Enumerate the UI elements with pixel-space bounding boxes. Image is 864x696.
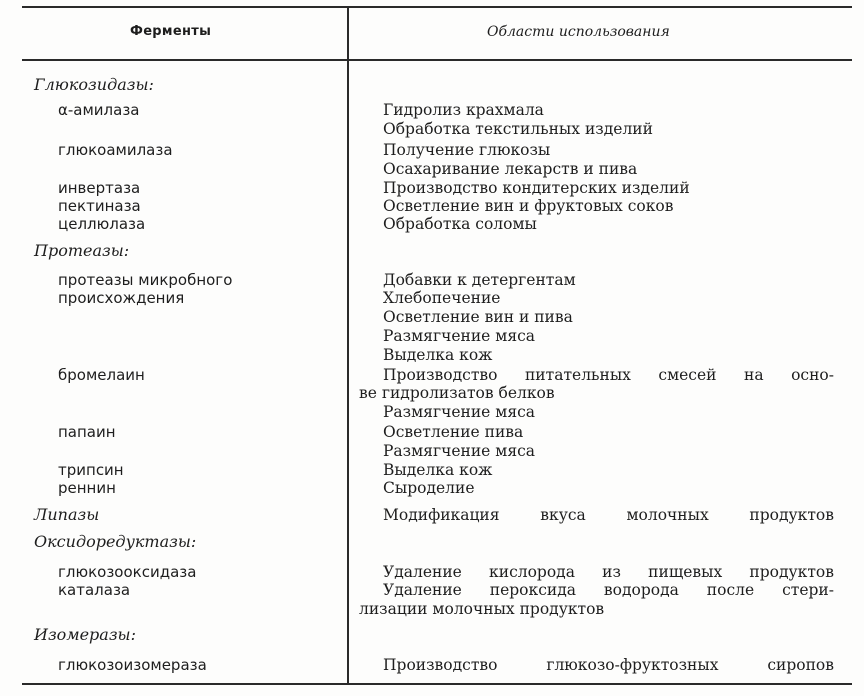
use-text: Хлебопечение xyxy=(383,289,501,307)
use-text: Выделка кож xyxy=(383,461,493,479)
use-text-continued: ве гидролизатов белков xyxy=(359,384,555,402)
category-glucosidases: Глюкозидазы: xyxy=(34,75,154,94)
enzyme-glucose-oxidase: глюкозооксидаза xyxy=(58,563,197,581)
enzyme-rennin: реннин xyxy=(58,479,116,497)
enzyme-trypsin: трипсин xyxy=(58,461,124,479)
use-text: Размягчение мяса xyxy=(383,327,536,345)
category-oxidoreductases: Оксидоредуктазы: xyxy=(34,532,197,551)
use-text: Размягчение мяса xyxy=(383,403,536,421)
enzyme-alpha-amylase: α-амилаза xyxy=(58,101,140,119)
column-divider xyxy=(347,8,349,685)
enzyme-microbial-proteases: протеазы микробного xyxy=(58,271,233,289)
use-text: Осветление пива xyxy=(383,423,524,441)
enzyme-invertase: инвертаза xyxy=(58,179,141,197)
use-text: Осветление вин и фруктовых соков xyxy=(383,197,674,215)
enzyme-microbial-proteases-cont: происхождения xyxy=(58,289,185,307)
use-text: Получение глюкозы xyxy=(383,141,551,159)
enzyme-catalase: каталаза xyxy=(58,581,131,599)
enzyme-glucose-isomerase: глюкозоизомераза xyxy=(58,656,207,674)
enzyme-pectinase: пектиназа xyxy=(58,197,141,215)
use-text: Производство глюкозо-фруктозных сиропов xyxy=(383,656,834,674)
use-text: Обработка соломы xyxy=(383,215,537,233)
use-text: Осахаривание лекарств и пива xyxy=(383,160,638,178)
header-uses: Области использования xyxy=(487,24,670,40)
use-text: Удаление пероксида водорода после стери- xyxy=(383,581,834,599)
category-isomerases: Изомеразы: xyxy=(34,625,136,644)
header-enzymes: Ферменты xyxy=(130,24,212,39)
use-text: Выделка кож xyxy=(383,346,493,364)
use-text: Производство кондитерских изделий xyxy=(383,179,690,197)
enzyme-bromelain: бромелаин xyxy=(58,366,145,384)
use-text: Осветление вин и пива xyxy=(383,308,573,326)
use-text: Удаление кислорода из пищевых продуктов xyxy=(383,563,834,581)
use-text: Производство питательных смесей на осно- xyxy=(383,366,834,384)
use-text: Гидролиз крахмала xyxy=(383,101,544,119)
use-text: Сыроделие xyxy=(383,479,475,497)
category-lipases: Липазы xyxy=(34,505,100,524)
enzyme-papain: папаин xyxy=(58,423,116,441)
enzyme-cellulase: целлюлаза xyxy=(58,215,146,233)
use-text-continued: лизации молочных продуктов xyxy=(359,600,605,618)
category-proteases: Протеазы: xyxy=(34,241,130,260)
use-text: Обработка текстильных изделий xyxy=(383,120,653,138)
table-top-rule xyxy=(22,6,852,8)
table-header-rule xyxy=(22,59,852,61)
use-text: Модификация вкуса молочных продуктов xyxy=(383,506,834,524)
enzyme-glucoamylase: глюкоамилаза xyxy=(58,141,173,159)
table-bottom-rule xyxy=(22,683,852,685)
use-text: Добавки к детергентам xyxy=(383,271,576,289)
use-text: Размягчение мяса xyxy=(383,442,536,460)
